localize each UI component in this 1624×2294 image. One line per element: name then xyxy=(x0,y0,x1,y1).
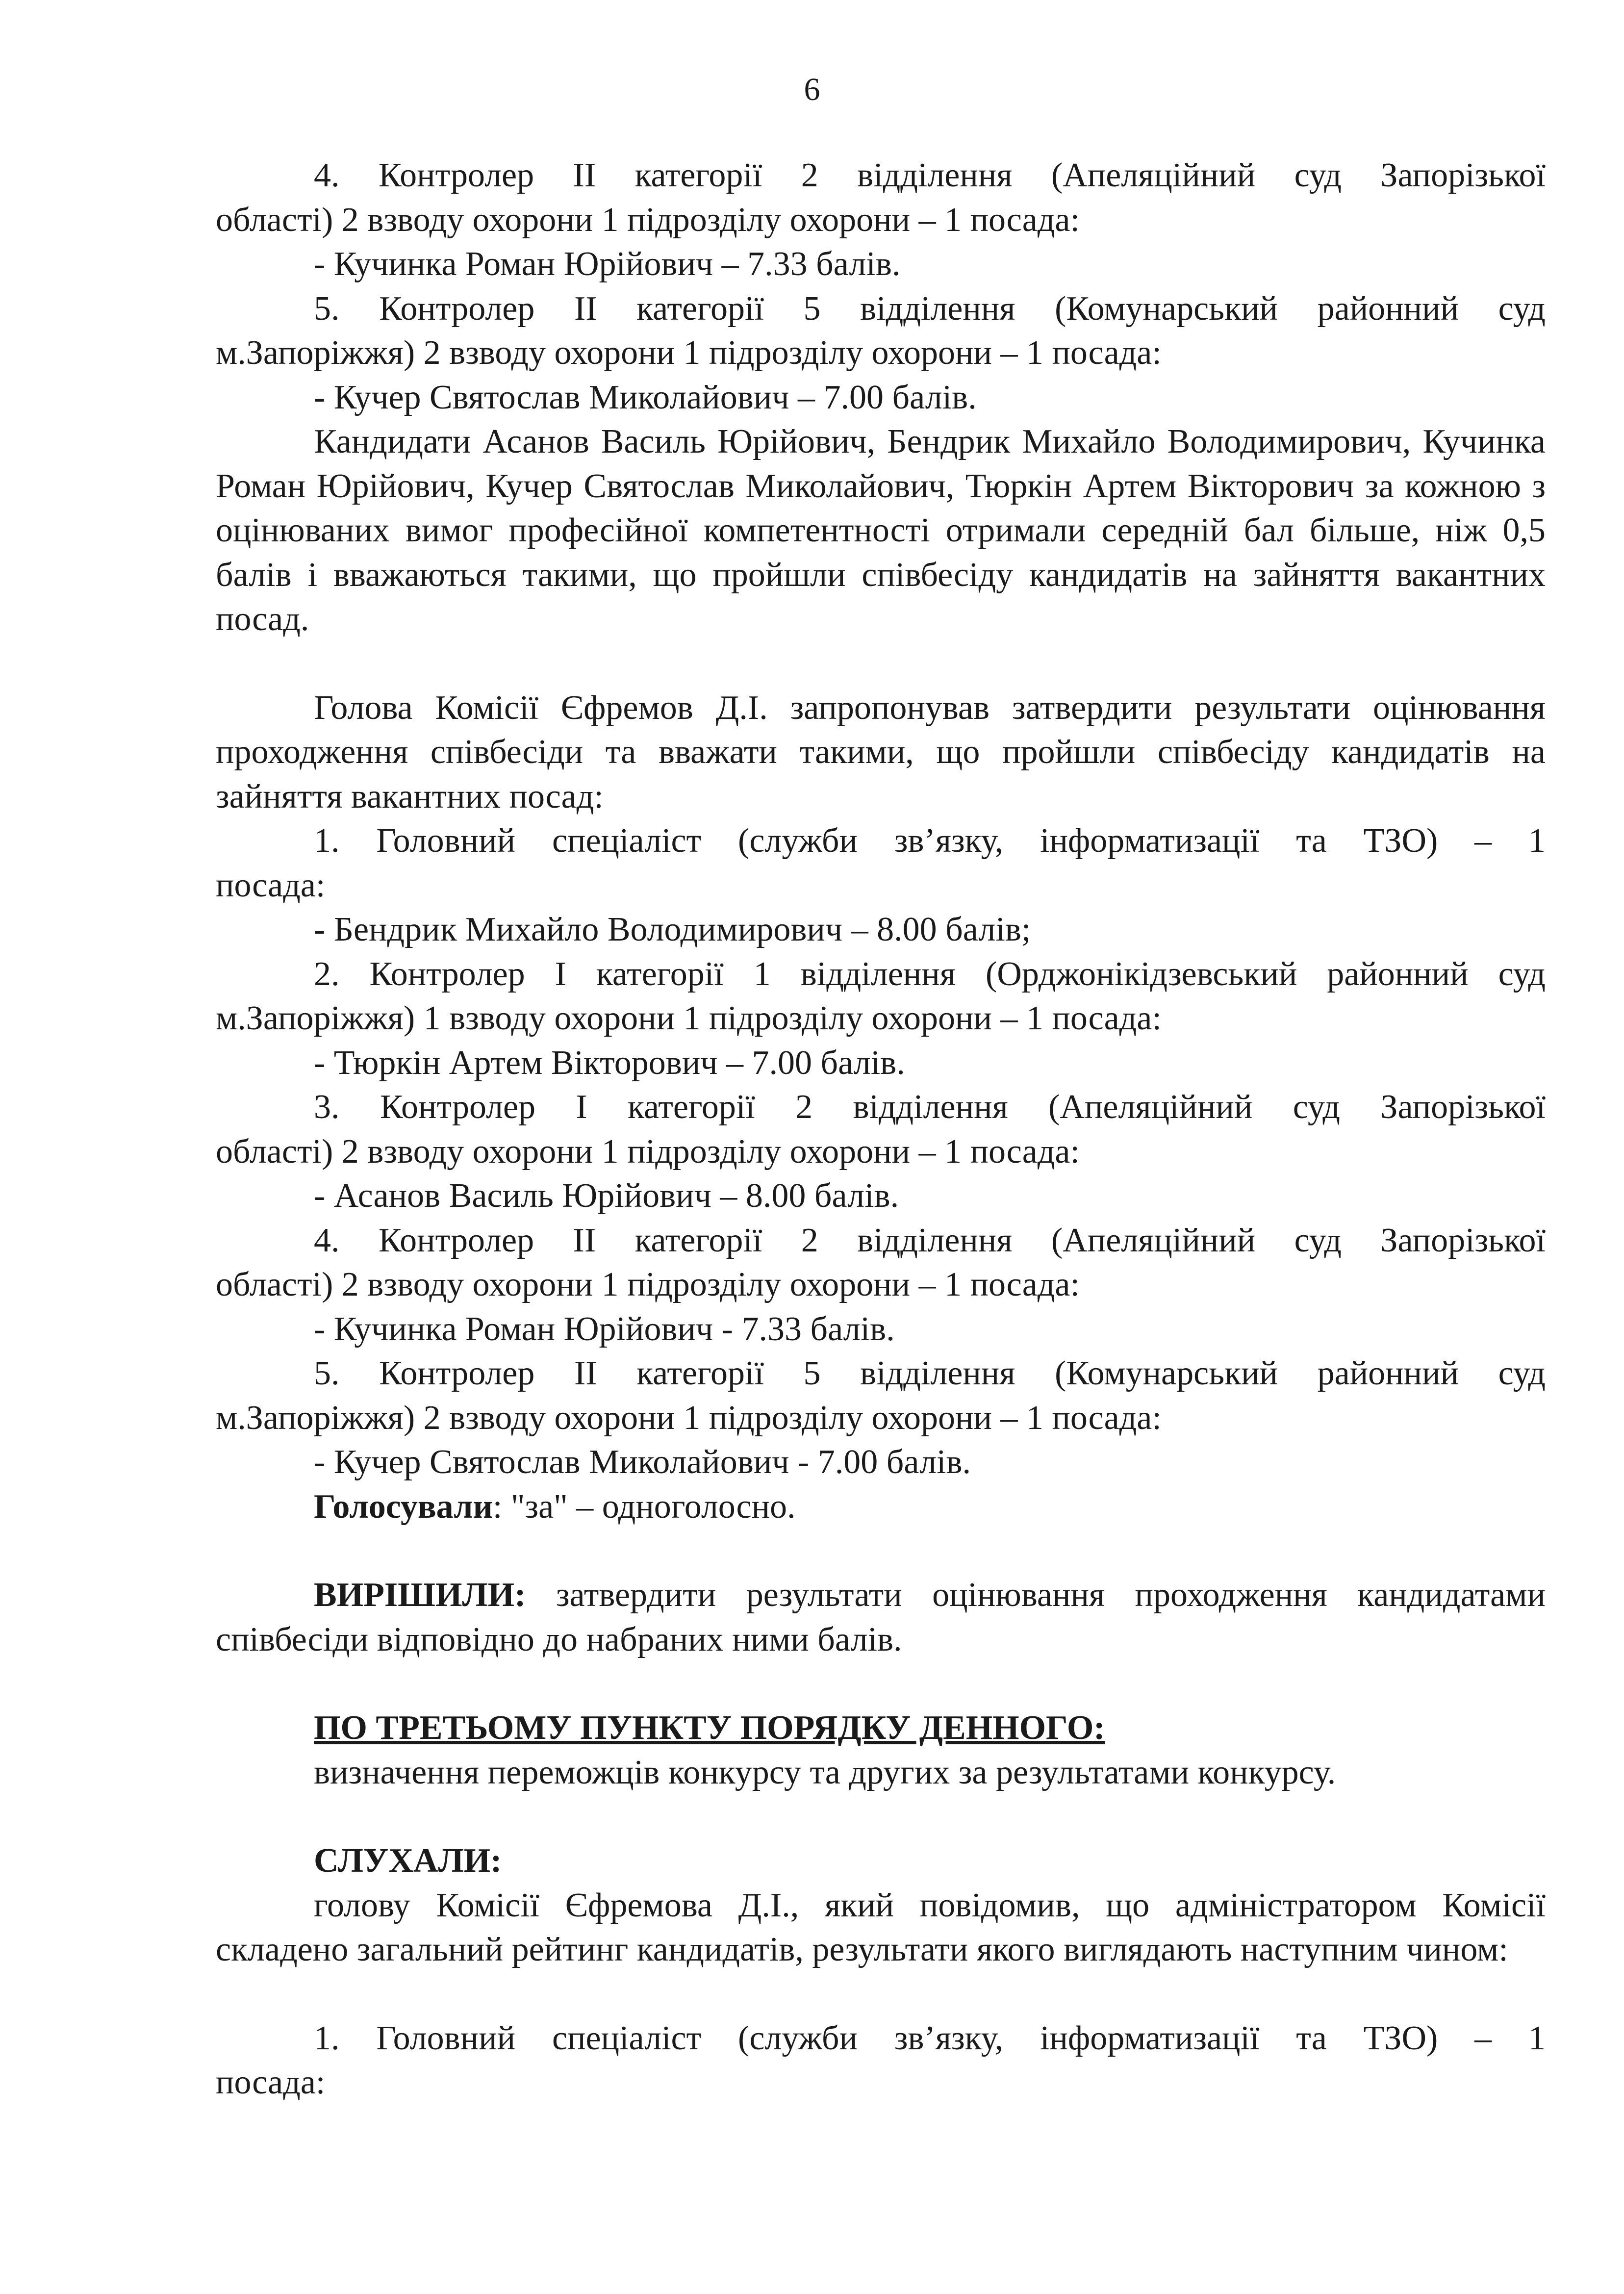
candidate-score: - Кучер Святослав Миколайович - 7.00 балів. xyxy=(314,1443,971,1481)
heard-paragraph: голову Комісії Єфремова Д.І., який повідомив, що адміністратором Комісії складено загальний рейтинг кандидатів, результати якого виглядають наступним чином: xyxy=(216,1886,1546,1968)
third-item-heading: ПО ТРЕТЬОМУ ПУНКТУ ПОРЯДКУ ДЕННОГО: xyxy=(314,1709,1105,1747)
item-title-line: 3. Контролер І категорії 2 відділення (Апеляційний суд Запорізької xyxy=(314,1088,1546,1126)
item-title-line: м.Запоріжжя) 1 взводу охорони 1 підрозділу охорони – 1 посада: xyxy=(216,999,1162,1037)
item-title-line: 5. Контролер ІІ категорії 5 відділення (Комунарський районний суд xyxy=(314,1354,1546,1392)
page-number: 6 xyxy=(804,72,820,107)
heard-heading xyxy=(216,1839,1546,1884)
item-title-line: м.Запоріжжя) 2 взводу охорони 1 підрозділу охорони – 1 посада: xyxy=(216,1399,1162,1437)
item-title-line: 1. Головний спеціаліст (служби зв’язку, інформатизації та ТЗО) – 1 xyxy=(314,822,1546,860)
item-title-line: області) 2 взводу охорони 1 підрозділу охорони – 1 посада: xyxy=(216,201,1080,239)
item-title-line: 5. Контролер ІІ категорії 5 відділення (Комунарський районний суд xyxy=(314,289,1546,328)
chairman-proposal-paragraph: Голова Комісії Єфремов Д.І. запропонував затвердити результати оцінювання проходження співбесіди та вважати такими, що пройшли співбесіду кандидатів на зайняття вакантних посад: xyxy=(216,688,1546,816)
item-title-line: області) 2 взводу охорони 1 підрозділу охорони – 1 посада: xyxy=(216,1132,1080,1171)
candidate-score: - Тюркін Артем Вікторович – 7.00 балів. xyxy=(314,1044,905,1082)
vote-label: Голосували xyxy=(314,1487,493,1526)
decision-paragraph xyxy=(216,1573,1546,1662)
item-title-line: області) 2 взводу охорони 1 підрозділу охорони – 1 посада: xyxy=(216,1266,1080,1303)
heard-label: СЛУХАЛИ: xyxy=(314,1842,502,1880)
item-title-line: 4. Контролер ІІ категорії 2 відділення (Апеляційний суд Запорізької xyxy=(314,1221,1546,1259)
document-body xyxy=(216,153,1546,2105)
agenda-item-heading xyxy=(216,1706,1546,1751)
item-title-line: м.Запоріжжя) 2 взводу охорони 1 підрозділу охорони – 1 посада: xyxy=(216,334,1162,372)
vote-result xyxy=(216,1485,1546,1529)
decision-label: ВИРІШИЛИ: xyxy=(314,1576,526,1614)
candidate-score: - Кучер Святослав Миколайович – 7.00 балів. xyxy=(314,378,977,416)
vote-text: : "за" – одноголосно. xyxy=(492,1487,796,1526)
agenda-item-subtitle: визначення переможців конкурсу та других за результатами конкурсу. xyxy=(314,1753,1336,1791)
item-title-line: 2. Контролер І категорії 1 відділення (Орджонікідзевський районний суд xyxy=(314,955,1546,993)
item-title-line: посада: xyxy=(216,866,326,904)
candidate-score: - Кучинка Роман Юрійович – 7.33 балів. xyxy=(314,245,901,283)
candidate-score: - Бендрик Михайло Володимирович – 8.00 балів; xyxy=(314,911,1031,948)
item-title-line: 1. Головний спеціаліст (служби зв’язку, інформатизації та ТЗО) – 1 xyxy=(314,2019,1546,2057)
item-title-line: посада: xyxy=(216,2064,326,2101)
candidates-paragraph: Кандидати Асанов Василь Юрійович, Бендрик Михайло Володимирович, Кучинка Роман Юрійович, Кучер Святослав Миколайович, Тюркін Артем Вікторович за кожною з оцінюваних вимог професійної компетентності отримали середній бал більше, ніж 0,5 балів і вважаються такими, що пройшли співбесіду кандидатів на зайняття вакантних посад. xyxy=(216,423,1546,638)
candidate-score: - Кучинка Роман Юрійович - 7.33 балів. xyxy=(314,1310,895,1348)
decision-text: затвердити результати оцінювання проходження кандидатами співбесіди відповідно до набраних ними балів. xyxy=(216,1576,1546,1658)
candidate-score: - Асанов Василь Юрійович – 8.00 балів. xyxy=(314,1177,899,1215)
item-title-line: 4. Контролер ІІ категорії 2 відділення (Апеляційний суд Запорізької xyxy=(314,156,1546,194)
